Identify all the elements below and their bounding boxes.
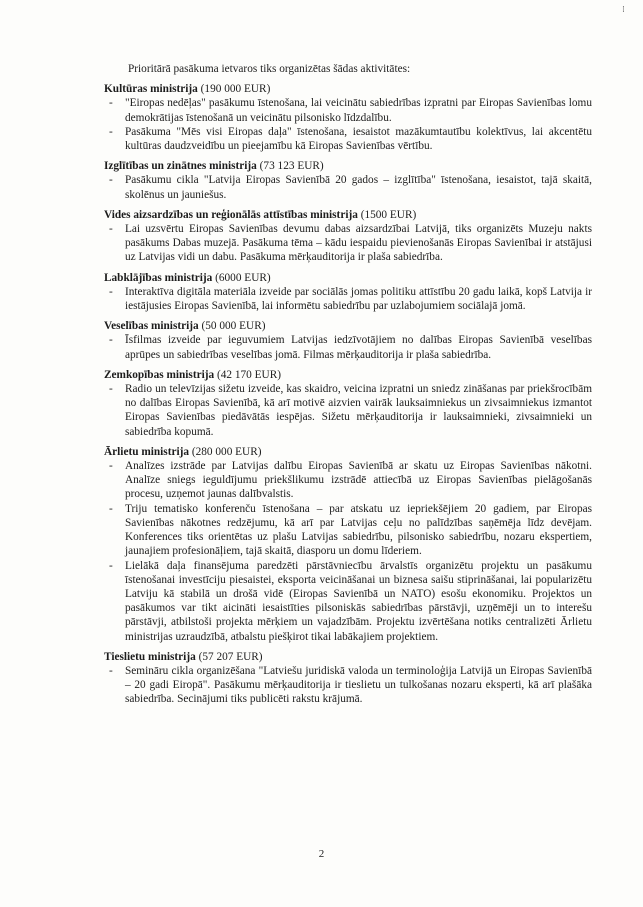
ministry-heading <box>104 368 592 382</box>
activity-item: - Pasākuma "Mēs visi Eiropas daļa" īstenošana, iesaistot mazākumtautību kolektīvus, lai akcentētu kultūras daudzveidību un pieejamību kā Eiropas Savienības vērtību. <box>104 125 592 153</box>
ministry-heading <box>104 82 592 96</box>
activity-item: - Pasākumu cikla "Latvija Eiropas Savienībā 20 gados – izglītība" īstenošana, iesaistot, tajā skaitā, skolēnus un jauniešus. <box>104 173 592 201</box>
ministry-amount: (50 000 EUR) <box>201 320 266 333</box>
ministry-section <box>104 82 592 153</box>
ministry-name: Kultūras ministrija <box>104 83 198 96</box>
ministry-section <box>104 650 592 707</box>
ministry-name: Vides aizsardzības un reģionālās attīstības ministrija <box>104 208 358 221</box>
ministry-amount: (42 170 EUR) <box>216 368 281 381</box>
activity-list <box>104 382 592 439</box>
document-body <box>104 62 592 713</box>
ministry-amount: (280 000 EUR) <box>191 445 262 458</box>
activity-item: - Lai uzsvērtu Eiropas Savienības devumu dabas aizsardzībai Latvijā, tiks organizēts Muzeju nakts pasākums Dabas muzejā. Pasākuma tēma – kādu iespaidu pievienošanās Eiropas Savienībai ir atstājusi uz Latvijas vidi un dabu. Pasākuma mērķauditorija ir plaša sabiedrība. <box>104 222 592 265</box>
activity-list <box>104 222 592 265</box>
activity-list <box>104 96 592 153</box>
ministry-section <box>104 445 592 644</box>
activity-list <box>104 459 592 644</box>
ministry-heading <box>104 208 592 222</box>
ministry-name: Ārlietu ministrija <box>104 445 190 458</box>
page-number: 2 <box>318 848 325 860</box>
ministry-section <box>104 271 592 314</box>
activity-list <box>104 664 592 707</box>
activity-item: - Interaktīva digitāla materiāla izveide par sociālās jomas politiku attīstību 20 gadu laikā, kopš Latvija ir iestājusies Eiropas Savienībā, lai informētu sabiedrību par uzlabojumiem sociālajā jomā. <box>104 285 592 313</box>
ministry-name: Izglītības un zinātnes ministrija <box>104 160 257 173</box>
activity-list <box>104 285 592 313</box>
ministry-name: Labklājības ministrija <box>104 271 213 284</box>
ministry-name: Veselības ministrija <box>104 320 199 333</box>
activity-item: - Semināru cikla organizēšana "Latviešu juridiskā valoda un terminoloģija Latvijā un Eiropas Savienībā – 20 gadi Eiropā". Pasākumu mērķauditorija ir tieslietu un tulkošanas nozaru eksperti, kā arī plašāka sabiedrība. Secinājumi tiks publicēti rakstu krājumā. <box>104 664 592 707</box>
activity-item: - Triju tematisko konferenču īstenošana – par atskatu uz iepriekšējiem 20 gadiem, par Eiropas Savienības nākotnes redzējumu, kā arī par Latvijas ceļu no palīdzības saņēmēja līdz devējam. Konferences tiks orientētas uz plašu Latvijas sabiedrību, pilsonisko sabiedrību, nozaru ekspertiem, jaunajiem profesionāļiem, tajā skaitā, diasporu un domu līderiem. <box>104 502 592 559</box>
ministry-heading <box>104 319 592 333</box>
ministry-heading <box>104 159 592 173</box>
activity-item: - Īsfilmas izveide par ieguvumiem Latvijas iedzīvotājiem no dalības Eiropas Savienībā veselības aprūpes un sabiedrības veselības jomā. Filmas mērķauditorija ir plaša sabiedrība. <box>104 333 592 361</box>
ministry-section <box>104 368 592 439</box>
ministry-amount: (6000 EUR) <box>215 271 271 284</box>
ministry-amount: (73 123 EUR) <box>259 160 324 173</box>
ministry-amount: (1500 EUR) <box>360 208 417 221</box>
activity-list <box>104 173 592 201</box>
activity-item: - Lielākā daļa finansējuma paredzēti pārstāvniecību ārvalstīs organizētu projektu un pasākumu īstenošanai investīciju piesaistei, eksporta veicināšanai un biznesa saišu stiprināšanai, lai popularizētu Latviju kā stabilā un drošā vidē (Eiropas Savienībā un NATO) esošu ekonomiku. Projektos un pasākumos var tikt aicināti iesaistīties pilsoniskās sabiedrības pārstāvji, uzņēmēji un to interešu pārstāvji, atbilstoši projekta mērķiem un vajadzībām. Projektu izvērtēšana notiks centralizēti Ārlietu ministrijas uzraudzībā, atbalstu piešķirot tikai labākajiem projektiem. <box>104 559 592 644</box>
ministry-amount: (190 000 EUR) <box>200 83 271 96</box>
ministry-heading <box>104 271 592 285</box>
ministry-section <box>104 159 592 202</box>
scan-corner-mark: ⁞ <box>622 5 625 15</box>
ministry-section <box>104 208 592 265</box>
ministry-section <box>104 319 592 362</box>
ministry-name: Tieslietu ministrija <box>104 650 196 663</box>
ministry-name: Zemkopības ministrija <box>104 368 215 381</box>
activity-item: - Analīzes izstrāde par Latvijas dalību Eiropas Savienībā ar skatu uz Eiropas Savienības nākotni. Analīze sniegs ieguldījumu priekšlikumu izstrādē attiecībā uz Eiropas Savienības pielāgošanās procesu, uzņemot jaunas dalībvalstis. <box>104 459 592 502</box>
ministry-heading <box>104 445 592 459</box>
intro-paragraph: Prioritārā pasākuma ietvaros tiks organizētas šādas aktivitātes: <box>128 63 411 75</box>
ministry-heading <box>104 650 592 664</box>
ministry-sections <box>104 82 592 706</box>
activity-item: - "Eiropas nedēļas" pasākumu īstenošana, lai veicinātu sabiedrības izpratni par Eiropas Savienības lomu demokrātijas īstenošanā un veicinātu pilsonisko līdzdalību. <box>104 96 592 124</box>
activity-list <box>104 333 592 361</box>
activity-item: - Radio un televīzijas sižetu izveide, kas skaidro, veicina izpratni un sniedz zināšanas par priekšrocībām no dalības Eiropas Savienībā, kā arī motivē aizvien vairāk lauksaimniekus un zivsaimniekus izmantot Eiropas Savienības piedāvātās iespējas. Sižetu mērķauditorija ir lauksaimnieki, zivsaimnieki un sabiedrība kopumā. <box>104 382 592 439</box>
ministry-amount: (57 207 EUR) <box>198 650 263 663</box>
